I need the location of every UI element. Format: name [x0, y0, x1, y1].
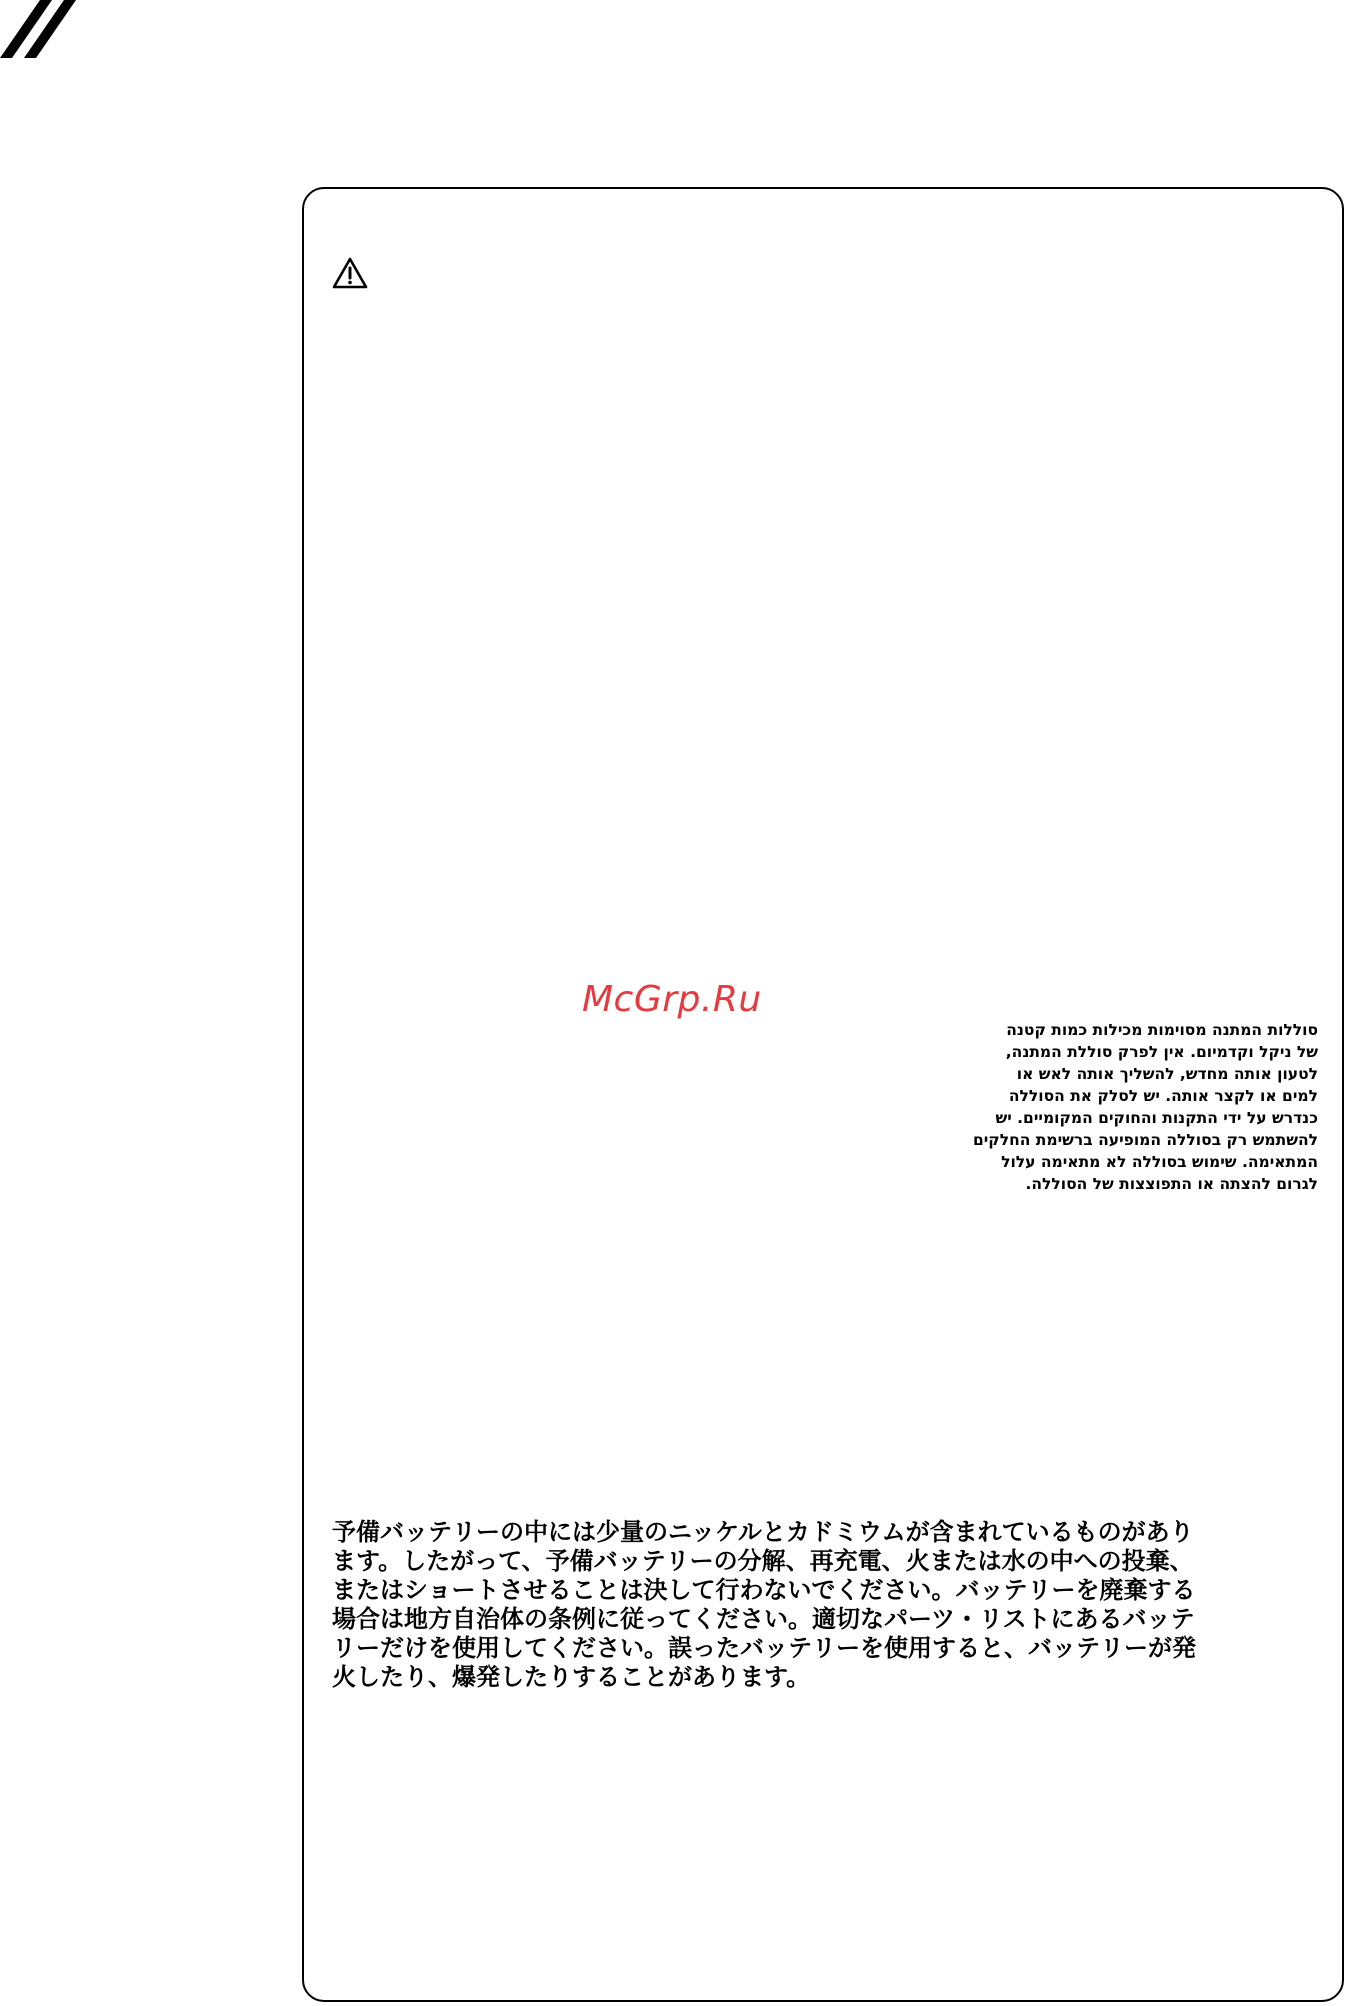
japanese-line: 場合は地方自治体の条例に従ってください。適切なパーツ・リストにあるバッテ	[332, 1604, 1195, 1633]
japanese-battery-notice	[332, 1517, 1332, 1691]
hebrew-battery-notice	[848, 1019, 1318, 1195]
hebrew-line: להשתמש רק בסוללה המופיעה ברשימת החלקים	[972, 1131, 1318, 1149]
japanese-line: 予備バッテリーの中には少量のニッケルとカドミウムが含まれているものがあり	[332, 1517, 1194, 1546]
japanese-line: リーだけを使用してください。誤ったバッテリーを使用すると、バッテリーが発	[332, 1633, 1196, 1662]
hebrew-line: לטעון אותה מחדש, להשליך אותה לאש או	[1016, 1065, 1318, 1083]
hebrew-line: למים או לקצר אותה. יש לסלק את הסוללה	[1008, 1087, 1318, 1105]
hebrew-line: סוללות המתנה מסוימות מכילות כמות קטנה	[1006, 1021, 1318, 1039]
hebrew-line: המתאימה. שימוש בסוללה לא מתאימה עלול	[1001, 1153, 1318, 1171]
warning-triangle-icon	[332, 256, 368, 290]
double-slash-logo-icon	[0, 0, 80, 60]
hebrew-line: כנדרש על ידי התקנות והחוקים המקומיים. יש	[995, 1109, 1318, 1127]
watermark: McGrp.Ru	[582, 979, 762, 1020]
japanese-line: またはショートさせることは決して行わないでください。バッテリーを廃棄する	[332, 1575, 1196, 1604]
japanese-line: ます。したがって、予備バッテリーの分解、再充電、火または水の中への投棄、	[332, 1546, 1194, 1575]
hebrew-line: של ניקל וקדמיום. אין לפרק סוללת המתנה,	[1005, 1043, 1318, 1061]
japanese-line: 火したり、爆発したりすることがあります。	[332, 1662, 811, 1691]
caution-notice-box	[302, 187, 1344, 2002]
hebrew-line: לגרום להצתה או התפוצצות של הסוללה.	[1025, 1175, 1318, 1193]
